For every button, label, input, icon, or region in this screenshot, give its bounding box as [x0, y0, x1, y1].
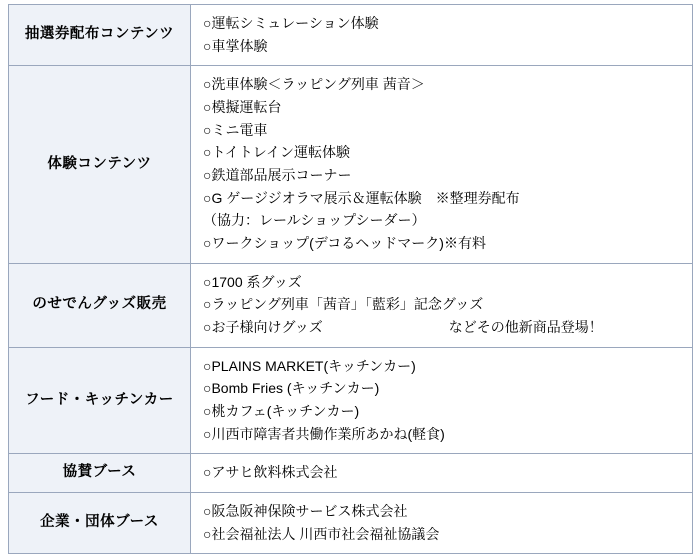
row-content: [191, 263, 693, 347]
row-label: のせでんグッズ販売: [9, 263, 191, 347]
event-contents-table: [8, 4, 693, 554]
content-line: ○車掌体験: [203, 37, 268, 54]
table-row: [9, 5, 693, 66]
table-body: [9, 5, 693, 554]
content-line: ○ワークショップ(デコるヘッドマーク)※有料: [203, 235, 486, 252]
content-line: ○ラッピング列車「茜音」「藍彩」記念グッズ: [203, 296, 484, 313]
content-line: ○お子様向けグッズ などその他新商品登場！: [203, 319, 603, 336]
row-label: フード・キッチンカー: [9, 347, 191, 454]
content-line: ○運転シミュレーション体験: [203, 15, 379, 31]
content-line: ○1700 系グッズ: [203, 273, 302, 290]
content-line: ○桃カフェ(キッチンカー): [203, 403, 360, 420]
content-line: ○PLAINS MARKET(キッチンカー): [203, 357, 416, 374]
content-line: ○鉄道部品展示コーナー: [203, 167, 352, 184]
table-row: [9, 263, 693, 347]
row-label: 企業・団体ブース: [9, 493, 191, 554]
row-content: [191, 66, 693, 263]
content-line: （協力：レールショップシーダー）: [203, 212, 426, 229]
content-line: ○社会福祉法人 川西市社会福祉協議会: [203, 525, 440, 542]
row-content: [191, 5, 693, 66]
content-line: ○川西市障害者共働作業所あかね(軽食): [203, 425, 445, 442]
table-row: [9, 347, 693, 454]
row-label: 協賛ブース: [9, 454, 191, 493]
row-label: 体験コンテンツ: [9, 66, 191, 263]
table-row: [9, 493, 693, 554]
content-line: ○アサヒ飲料株式会社: [203, 464, 338, 481]
content-line: ○Bomb Fries (キッチンカー): [203, 380, 380, 397]
table-row: [9, 66, 693, 263]
row-content: [191, 493, 693, 554]
content-line: ○洗車体験＜ラッピング列車 茜音＞: [203, 76, 425, 93]
content-line: ○阪急阪神保険サービス株式会社: [203, 503, 408, 520]
row-content: [191, 454, 693, 493]
table-row: [9, 454, 693, 493]
row-content: [191, 347, 693, 454]
content-line: ○ミニ電車: [203, 121, 268, 138]
row-label: 抽選券配布コンテンツ: [9, 5, 191, 66]
content-line: ○トイトレイン運転体験: [203, 144, 351, 161]
content-line: ○G ゲージジオラマ展示＆運転体験 ※整理券配布: [203, 189, 520, 206]
content-line: ○模擬運転台: [203, 99, 282, 116]
